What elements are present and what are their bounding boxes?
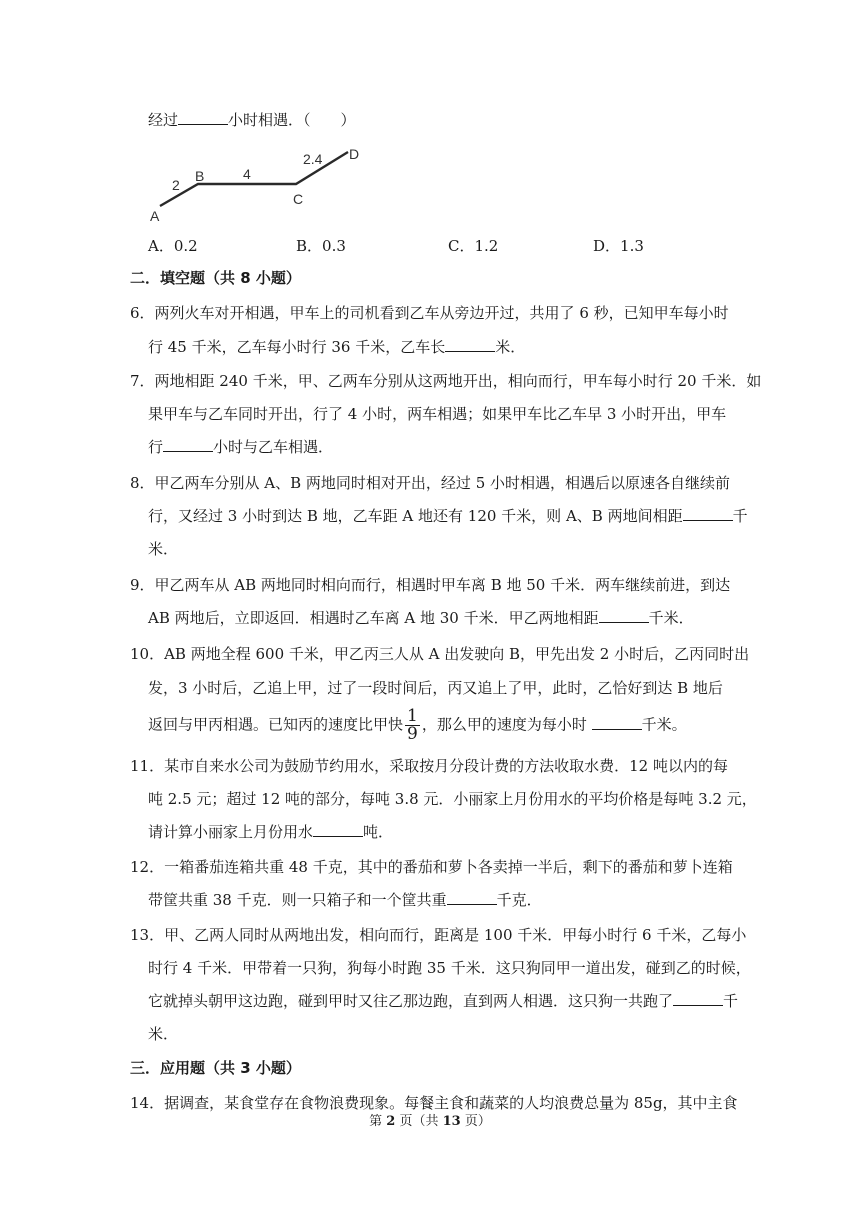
- q8-line1: 8．甲乙两车分别从 A、B 两地同时相对开出，经过 5 小时相遇，相遇后以原速各自继续前: [130, 474, 731, 492]
- label-d: D: [349, 146, 360, 162]
- segment-ab-length: 2: [172, 177, 180, 193]
- section-heading-fill-in: 二．填空题（共 8 小题）: [130, 269, 301, 287]
- text: 千米．: [648, 609, 694, 627]
- page-footer: [0, 1110, 860, 1129]
- q7-line1: 7．两地相距 240 千米，甲、乙两车分别从这两地开出，相向而行，甲车每小时行 20 千米．如: [130, 372, 762, 390]
- fraction-denominator: 9: [407, 724, 418, 744]
- text: 千克．: [496, 891, 542, 909]
- q11-line3: [148, 822, 393, 842]
- q7-line3: [148, 437, 333, 457]
- text: 行: [148, 438, 164, 456]
- text: 米．: [495, 338, 526, 356]
- text: 它就掉头朝甲这边跑，碰到甲时又往乙那边跑，直到两人相遇．这只狗一共跑了: [148, 992, 674, 1010]
- answer-blank[interactable]: [163, 437, 213, 452]
- text: 行，又经过 3 小时到达 B 地，乙车距 A 地还有 120 千米，则 A、B 两地间相距: [148, 507, 683, 525]
- q9-line1: 9．甲乙两车从 AB 两地同时相向而行，相遇时甲车离 B 地 50 千米．两车继续前进，到达: [130, 576, 731, 594]
- label-a: A: [150, 208, 160, 224]
- option-d[interactable]: D．1.3: [593, 237, 644, 255]
- q10-line2: 发，3 小时后，乙追上甲，过了一段时间后，丙又追上了甲，此时，乙恰好到达 B 地后: [148, 679, 723, 697]
- label-c: C: [293, 191, 304, 207]
- text: 页（共: [395, 1114, 443, 1129]
- q6-line1: 6．两列火车对开相遇，甲车上的司机看到乙车从旁边开过，共用了 6 秒，已知甲车每小时: [130, 304, 729, 322]
- text: 请计算小丽家上月份用水: [148, 823, 314, 841]
- total-pages: 13: [442, 1114, 461, 1129]
- answer-blank[interactable]: [592, 715, 642, 730]
- answer-blank[interactable]: [178, 110, 228, 125]
- q12-line1: 12．一箱番茄连箱共重 48 千克，其中的番茄和萝卜各卖掉一半后，剩下的番茄和萝卜连箱: [130, 858, 733, 876]
- segment-cd-length: 2.4: [303, 151, 323, 167]
- q14-line1: 14．据调查，某食堂存在食物浪费现象。每餐主食和蔬菜的人均浪费总量为 85g，其中主食: [130, 1094, 738, 1112]
- q13-line4: 米．: [148, 1025, 179, 1043]
- fraction-numerator: 1: [407, 706, 418, 726]
- answer-blank[interactable]: [313, 822, 363, 837]
- q5-tail: [148, 110, 356, 130]
- text: 千: [723, 992, 739, 1010]
- q13-line2: 时行 4 千米．甲带着一只狗，狗每小时跑 35 千米．这只狗同甲一道出发，碰到乙的时候，: [148, 959, 751, 977]
- answer-blank[interactable]: [447, 890, 497, 905]
- q10-line3: [148, 708, 687, 743]
- option-b[interactable]: B．0.3: [296, 237, 346, 255]
- answer-blank[interactable]: [599, 608, 649, 623]
- text: ，那么甲的速度为每小时: [421, 715, 592, 734]
- q13-line1: 13．甲、乙两人同时从两地出发，相向而行，距离是 100 千米．甲每小时行 6 千米，乙每小: [130, 926, 747, 944]
- text: 页）: [460, 1114, 491, 1129]
- text: 小时相遇．（ ）: [228, 111, 356, 129]
- text: 第: [369, 1114, 387, 1129]
- section-heading-application: 三．应用题（共 3 小题）: [130, 1059, 301, 1077]
- text: 千: [732, 507, 748, 525]
- q10-line1: 10．AB 两地全程 600 千米，甲乙丙三人从 A 出发驶向 B，甲先出发 2 小时后，乙丙同时出: [130, 645, 750, 663]
- q11-line1: 11．某市自来水公司为鼓励节约用水，采取按月分段计费的方法收取水费．12 吨以内的每: [130, 757, 728, 775]
- q8-line2: [148, 506, 748, 526]
- option-a[interactable]: A．0.2: [148, 237, 198, 255]
- text: 返回与甲丙相遇。已知丙的速度比甲快: [148, 715, 404, 734]
- text: 千米。: [641, 715, 687, 734]
- q13-line3: [148, 991, 738, 1011]
- label-b: B: [195, 168, 205, 184]
- q8-line3: 米．: [148, 540, 179, 558]
- text: 行 45 千米，乙车每小时行 36 千米，乙车长: [148, 338, 446, 356]
- segment-bc-length: 4: [243, 166, 251, 182]
- answer-blank[interactable]: [445, 337, 495, 352]
- q7-line2: 果甲车与乙车同时开出，行了 4 小时，两车相遇；如果甲车比乙车早 3 小时开出，甲车: [148, 405, 727, 423]
- q11-line2: 吨 2.5 元；超过 12 吨的部分，每吨 3.8 元．小丽家上月份用水的平均价格是每吨 3.2 元，: [148, 790, 757, 808]
- text: 吨．: [363, 823, 394, 841]
- q12-line2: [148, 890, 542, 910]
- text: 小时与乙车相遇．: [213, 438, 334, 456]
- q9-line2: [148, 608, 694, 628]
- page-number: 2: [386, 1114, 396, 1129]
- fraction: [405, 708, 420, 743]
- option-c[interactable]: C．1.2: [448, 237, 499, 255]
- text: AB 两地后，立即返回．相遇时乙车离 A 地 30 千米．甲乙两地相距: [148, 609, 599, 627]
- answer-blank[interactable]: [683, 506, 733, 521]
- route-diagram: [140, 142, 380, 228]
- answer-blank[interactable]: [673, 991, 723, 1006]
- q6-line2: [148, 337, 525, 357]
- text: 经过: [148, 111, 179, 129]
- text: 带筐共重 38 千克．则一只箱子和一个筐共重: [148, 891, 447, 909]
